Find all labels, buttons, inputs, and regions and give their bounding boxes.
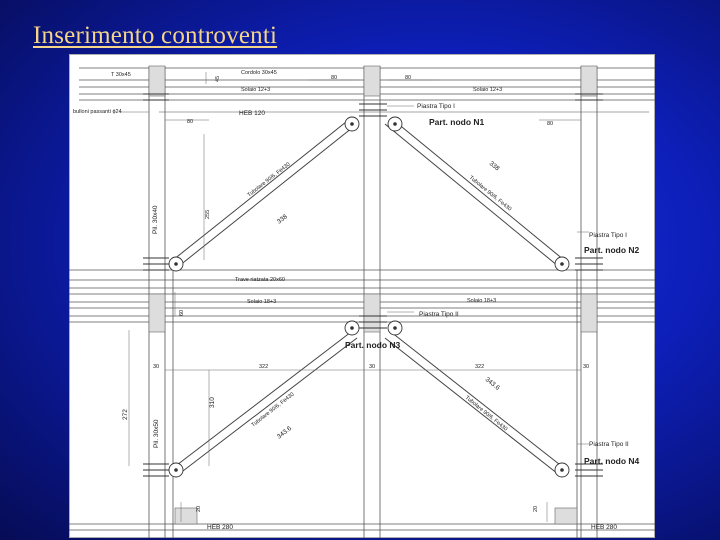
dim-338-b: 338 <box>487 160 501 173</box>
dim-343-a: 343.6 <box>275 425 294 441</box>
t-beam-label: T 30x45 <box>111 72 131 78</box>
bulloni-label: bulloni passanti ϕ24 <box>73 109 122 115</box>
dim-30-b: 30 <box>369 364 376 370</box>
nodo-n1-label: Part. nodo N1 <box>429 117 485 127</box>
solaio-mid-right: Solaio 18+3 <box>467 298 497 304</box>
heb280-left: HEB 280 <box>207 524 234 531</box>
pil-30x50: Pil. 30x50 <box>153 419 160 448</box>
dim-272: 272 <box>122 409 129 420</box>
slide-title: Inserimento controventi <box>33 22 278 49</box>
dim-322-b: 322 <box>475 364 485 370</box>
dim-310: 310 <box>209 397 216 408</box>
dim-30-a: 30 <box>153 364 160 370</box>
nodo-n2-label: Part. nodo N2 <box>584 245 640 255</box>
tubolare-1: Tubolare 90/6, Fe430 <box>246 161 292 199</box>
solaio-top-right: Solaio 12+3 <box>473 87 503 93</box>
trave-ribassata-label: Trave riatzata 20x60 <box>235 277 285 283</box>
dim-80-top-left: 80 <box>331 75 338 81</box>
dim-60: 60 <box>179 309 185 316</box>
dim-338-a: 338 <box>275 213 289 226</box>
dim-80-right: 80 <box>547 121 554 127</box>
tubolare-2: Tubolare 90/6, Fe430 <box>467 174 513 213</box>
heb280-right: HEB 280 <box>591 524 618 531</box>
dimension-lines <box>119 72 589 522</box>
dim-255: 255 <box>205 209 211 219</box>
solaio-top-left: Solaio 12+3 <box>241 87 271 93</box>
piastra-tipo-i-right: Piastra Tipo I <box>589 232 627 239</box>
dim-343-b: 343.6 <box>483 376 501 392</box>
bracing-elevation-svg <box>69 54 655 538</box>
nodo-n4-label: Part. nodo N4 <box>584 456 640 466</box>
dim-20-a: 20 <box>196 505 202 512</box>
dim-80-left: 80 <box>187 119 194 125</box>
tubolare-4: Tubolare 90/6, Fe430 <box>463 394 509 433</box>
tubolare-3: Tubolare 90/6, Fe430 <box>250 391 296 429</box>
solaio-mid-left: Solaio 18+3 <box>247 299 277 305</box>
dim-322-a: 322 <box>259 364 269 370</box>
piastra-tipo-ii-right: Piastra Tipo II <box>589 441 629 448</box>
column-blocks <box>149 66 597 524</box>
piastra-tipo-ii-mid: Piastra Tipo II <box>419 311 459 318</box>
dim-45-label: 45 <box>215 75 221 82</box>
piastra-tipo-i-top: Piastra Tipo I <box>417 103 455 110</box>
pil-30x40: Pil. 30x40 <box>152 205 159 234</box>
nodo-n3-label: Part. nodo N3 <box>345 340 401 350</box>
structural-drawing <box>69 54 655 538</box>
dim-30-c: 30 <box>583 364 590 370</box>
heb120-label: HEB 120 <box>239 110 266 117</box>
dim-80-top-right: 80 <box>405 75 412 81</box>
cordolo-label: Cordolo 30x45 <box>241 70 277 76</box>
dim-20-b: 20 <box>533 505 539 512</box>
bolt-rows <box>143 94 603 476</box>
